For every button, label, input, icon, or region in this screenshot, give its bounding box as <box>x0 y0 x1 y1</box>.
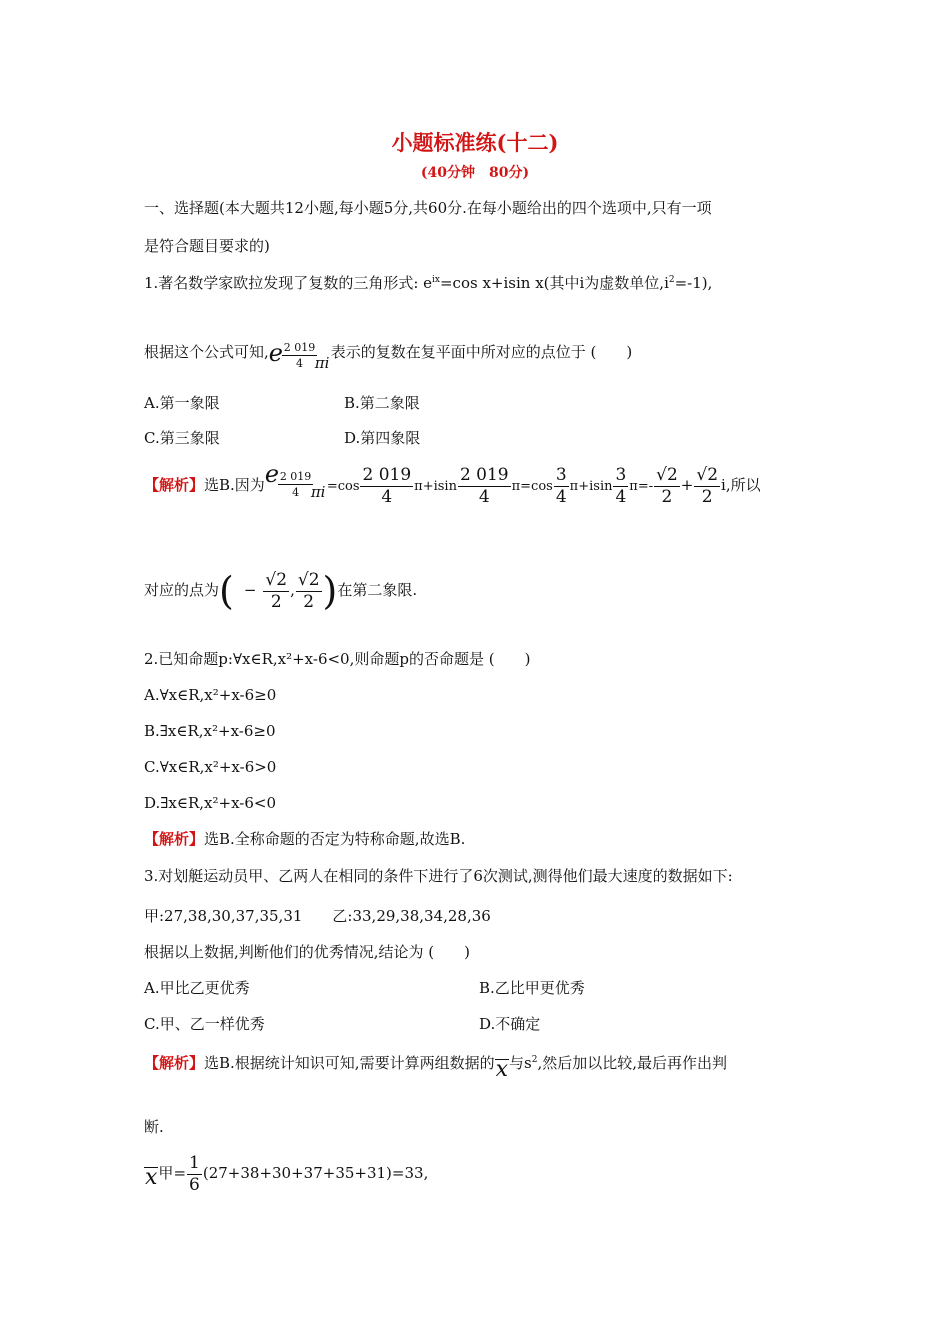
frac-den: 4 <box>478 486 490 507</box>
q3-ans-c: ,然后加以比较,最后再作出判 <box>537 1054 727 1072</box>
q2-stem: 2.已知命题p:∀x∈R,x²+x-6<0,则命题p的否命题是 ( ) <box>144 650 531 668</box>
q1-option-c: C.第三象限 <box>144 429 220 447</box>
q3-ans-a: 选B.根据统计知识可知,需要计算两组数据的 <box>204 1054 495 1072</box>
q1-point <box>144 565 417 615</box>
q3-ans-b: 与s <box>509 1054 532 1072</box>
q1-option-d: D.第四象限 <box>344 429 421 447</box>
exp-den: 4 <box>296 356 304 370</box>
frac-num: √2 <box>265 569 288 590</box>
page-title: 小题标准练(十二) <box>391 130 559 155</box>
q2-analysis-text: 选B.全称命题的否定为特称命题,故选B. <box>204 830 466 848</box>
exp-fraction <box>281 333 319 377</box>
q1-text-c: =-1), <box>674 274 713 292</box>
section-heading-1: 一、选择题(本大题共12小题,每小题5分,共60分.在每小题给出的四个选项中,只有一项 <box>144 199 712 217</box>
q3-option-d: D.不确定 <box>479 1015 541 1033</box>
q1-stem-line2 <box>144 330 632 374</box>
frac-2019-4 <box>360 464 413 507</box>
frac-den: 4 <box>615 486 627 507</box>
exp-tail-2: πi <box>310 483 326 501</box>
q2-option-b: B.∃x∈R,x²+x-6≥0 <box>144 722 276 740</box>
q2-option-c: C.∀x∈R,x²+x-6>0 <box>144 758 277 776</box>
frac-1-6 <box>187 1152 202 1195</box>
q1-sup-b: 2 <box>668 275 675 285</box>
frac-3-4 <box>554 464 569 507</box>
q1-ans-f: π=- <box>629 479 654 494</box>
q1-ans-e: π+isin <box>569 479 613 494</box>
q1-sup-a: ix <box>432 275 440 285</box>
q1-text-b: =cos x+isin x(其中i为虚数单位,i <box>439 274 669 292</box>
frac-den: 2 <box>701 486 713 507</box>
frac-den: 2 <box>661 486 673 507</box>
q1-stem-line1 <box>144 273 712 293</box>
frac-sqrt2-2 <box>654 464 680 507</box>
frac-num: 2 019 <box>459 464 509 485</box>
q2-analysis-tag: 【解析】 <box>144 830 205 848</box>
q1-text-a: 1.著名数学家欧拉发现了复数的三角形式: e <box>144 274 433 292</box>
q1-point-b: 在第二象限. <box>337 581 418 599</box>
left-paren: ( <box>219 569 234 613</box>
exp-base-2: e <box>264 460 280 488</box>
q3-data: 甲:27,38,30,37,35,31 乙:33,29,38,34,28,36 <box>144 907 491 925</box>
page-subtitle: (40分钟 80分) <box>420 165 530 181</box>
q2-analysis <box>144 829 465 849</box>
frac-sqrt2-2-d <box>296 569 322 612</box>
x-bar-symbol-2: x <box>145 1165 158 1190</box>
mean-eq: = <box>173 1164 187 1182</box>
q3-mean-formula <box>144 1148 428 1198</box>
q3-option-c: C.甲、乙一样优秀 <box>144 1015 265 1033</box>
frac-num: √2 <box>696 464 719 485</box>
frac-den: 4 <box>381 486 393 507</box>
frac-num: √2 <box>297 569 320 590</box>
mean-sub: 甲 <box>158 1164 174 1182</box>
q3-analysis-line2: 断. <box>144 1118 164 1136</box>
q1-analysis <box>144 458 761 510</box>
frac-den: 2 <box>270 591 282 612</box>
frac-3-4-b <box>613 464 628 507</box>
q1-analysis-tag: 【解析】 <box>144 476 205 494</box>
q1-ans-b: =cos <box>326 479 360 494</box>
exp-tail: πi <box>314 354 330 372</box>
point-comma: , <box>290 581 295 599</box>
frac-num: 3 <box>615 464 627 485</box>
q1-line2-b: 表示的复数在复平面中所对应的点位于 ( ) <box>330 343 633 361</box>
exp-base: e <box>268 339 283 367</box>
frac-sqrt2-2-b <box>694 464 720 507</box>
mean-expr: (27+38+30+37+35+31)=33, <box>202 1164 429 1182</box>
q3-option-b: B.乙比甲更优秀 <box>479 979 585 997</box>
q3-analysis <box>144 1045 727 1081</box>
q1-ans-a: 选B.因为 <box>204 476 265 494</box>
frac-num: 3 <box>555 464 567 485</box>
point-minus: − <box>243 581 257 599</box>
q3-analysis-tag: 【解析】 <box>144 1054 205 1072</box>
q1-ans-h: i,所以 <box>721 476 761 494</box>
frac-num: 2 019 <box>362 464 412 485</box>
section-heading-2: 是符合题目要求的) <box>144 237 270 255</box>
q3-option-a: A.甲比乙更优秀 <box>144 979 250 997</box>
right-paren: ) <box>322 569 338 613</box>
q3-ans-sup: 2 <box>531 1055 538 1065</box>
exp-num: 2 019 <box>283 340 316 354</box>
frac-sqrt2-2-c <box>263 569 289 612</box>
q3-stem: 3.对划艇运动员甲、乙两人在相同的条件下进行了6次测试,测得他们最大速度的数据如下: <box>144 867 733 885</box>
frac-den: 2 <box>303 591 315 612</box>
frac-num: √2 <box>656 464 678 485</box>
frac-den: 4 <box>555 486 567 507</box>
euler-exponent-formula <box>269 333 331 375</box>
exp-num-2: 2 019 <box>279 469 312 483</box>
q1-line2-a: 根据这个公式可知, <box>144 343 269 361</box>
exp-fraction-2 <box>277 458 315 510</box>
frac-2019-4-b <box>458 464 511 507</box>
exp-den-2: 4 <box>292 485 300 499</box>
frac-den: 6 <box>189 1174 200 1195</box>
q1-ans-c: π+isin <box>414 479 457 494</box>
frac-num: 1 <box>189 1152 200 1173</box>
q2-option-a: A.∀x∈R,x²+x-6≥0 <box>144 686 277 704</box>
q1-point-a: 对应的点为 <box>144 581 220 599</box>
q2-option-d: D.∃x∈R,x²+x-6<0 <box>144 794 276 812</box>
q1-ans-g: + <box>680 476 694 494</box>
q1-option-a: A.第一象限 <box>144 394 220 412</box>
q3-ask: 根据以上数据,判断他们的优秀情况,结论为 ( ) <box>144 943 471 961</box>
q1-option-b: B.第二象限 <box>344 394 420 412</box>
euler-exponent-formula-2 <box>265 458 327 500</box>
x-bar-symbol: x <box>495 1057 508 1082</box>
q1-ans-d: π=cos <box>511 479 553 494</box>
